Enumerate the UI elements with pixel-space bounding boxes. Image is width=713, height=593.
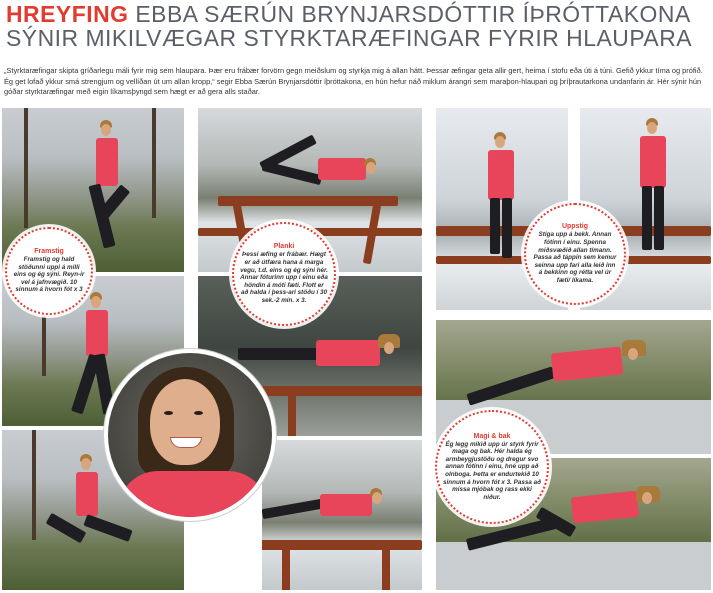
- athlete-jacket: [640, 136, 666, 188]
- athlete-leg: [502, 198, 512, 258]
- picnic-table-leg: [282, 548, 290, 590]
- athlete-head: [101, 124, 111, 136]
- portrait-jacket: [118, 471, 268, 521]
- badge-title: Uppstig: [561, 223, 589, 231]
- headline-line-2: SÝNIR MIKILVÆGAR STYRKTARÆFINGAR FYRIR HLAUPARA: [6, 25, 693, 51]
- athlete-leg: [654, 186, 664, 250]
- athlete-jacket: [320, 494, 372, 516]
- athlete-jacket: [318, 158, 366, 180]
- picnic-table-leg: [288, 394, 296, 436]
- athlete-jacket: [86, 310, 108, 356]
- article-header: [6, 2, 711, 50]
- athlete-portrait: [104, 349, 276, 521]
- athlete-jacket: [96, 138, 118, 186]
- athlete-head: [91, 296, 101, 308]
- athlete-head: [366, 162, 376, 174]
- athlete-head: [628, 348, 638, 360]
- badge-planki: [232, 222, 336, 326]
- tree-trunk: [32, 430, 36, 540]
- badge-body: Ég legg mikið upp úr styrk fyrir maga og bak. Hér halda ég armbeygjustöðu og dregur svo annan fótinn í einu, hné upp að olnboga. Þetta er endurtekið 10 sinnum á hvorn fót x 3. Passa að missa mjóbak og rass ekki niður.: [443, 440, 541, 501]
- badge-framstig: [5, 227, 93, 315]
- tree-trunk: [152, 108, 156, 218]
- portrait-eye: [194, 411, 203, 415]
- athlete-head: [642, 492, 652, 504]
- portrait-face: [150, 379, 220, 465]
- badge-uppstig: [524, 203, 626, 305]
- athlete-head: [647, 122, 657, 134]
- athlete-jacket: [488, 150, 514, 200]
- athlete-jacket: [316, 340, 380, 366]
- badge-title: Planki: [273, 243, 295, 251]
- badge-body: Framstig og hald stöðunni uppi á milli eins og ég sýni. Reyn-ir vel á jafnvægið. 10 sinnum á hvorn fót x 3: [13, 256, 85, 294]
- section-kicker: HREYFING: [6, 1, 129, 27]
- picnic-table-top: [218, 196, 398, 206]
- tree-trunk: [24, 108, 28, 228]
- intro-paragraph: „Styrktaræfingar skipta gríðarlegu máli fyrir mig sem hlaupara. Þær eru frábær forvörn gegn meiðslum og styrkja mig á allan hátt. Þessar æfingar geta allir gert, heima í stofu eða úti á túni. Gefið ykkur tíma og prófið. Ég get lofað ykkur smá strengjum og vellíðan út um allan kropp,“ segir Ebba Særún Brynjarsdóttir íþróttakona, en hún hefur náð miklum árangri sem maraþon-hlaupari og þríþrautarkona undanfarin ár. Hér sýnir hún góðar styrktaræfingar með eigin líkamsþyngd sem hægt er að gera alls staðar.: [4, 66, 703, 96]
- portrait-eye: [164, 411, 173, 415]
- athlete-head: [495, 136, 505, 148]
- athlete-leg: [642, 186, 652, 250]
- athlete-head: [384, 342, 394, 354]
- badge-title: Magi & bak: [473, 432, 511, 440]
- headline-line-1: [6, 2, 709, 26]
- athlete-head: [81, 458, 91, 470]
- photo-ground: [436, 542, 711, 590]
- badge-magi-bak: [435, 410, 549, 524]
- picnic-table-top: [258, 386, 422, 396]
- headline-name: EBBA SÆRÚN BRYNJARSDÓTTIR ÍÞRÓTTAKONA: [128, 1, 691, 27]
- athlete-leg: [490, 198, 500, 254]
- badge-body: Stíga upp á bekk. Annan fótinn í einu. Spenna miðsvæðið allan tímann. Passa að táppin sem kemur seinna upp fari alla leið inn á bekkinn og rétta vel úr fæti/ líkama.: [533, 231, 617, 284]
- athlete-head: [372, 492, 382, 504]
- picnic-table-leg: [382, 548, 390, 590]
- badge-title: Framstig: [34, 248, 64, 256]
- photo-planki-3: [262, 440, 422, 590]
- athlete-jacket: [76, 472, 98, 516]
- badge-body: Þessi æfing er frábær. Hægt er að útfæra hana á marga vegu, t.d. eins og ég sýni hér. Annar fóturinn upp í einu eða höndin á móti fæti. Flott er að halda í þess-ari stöðu í 30 sek.-2 mín. x 3.: [240, 251, 328, 304]
